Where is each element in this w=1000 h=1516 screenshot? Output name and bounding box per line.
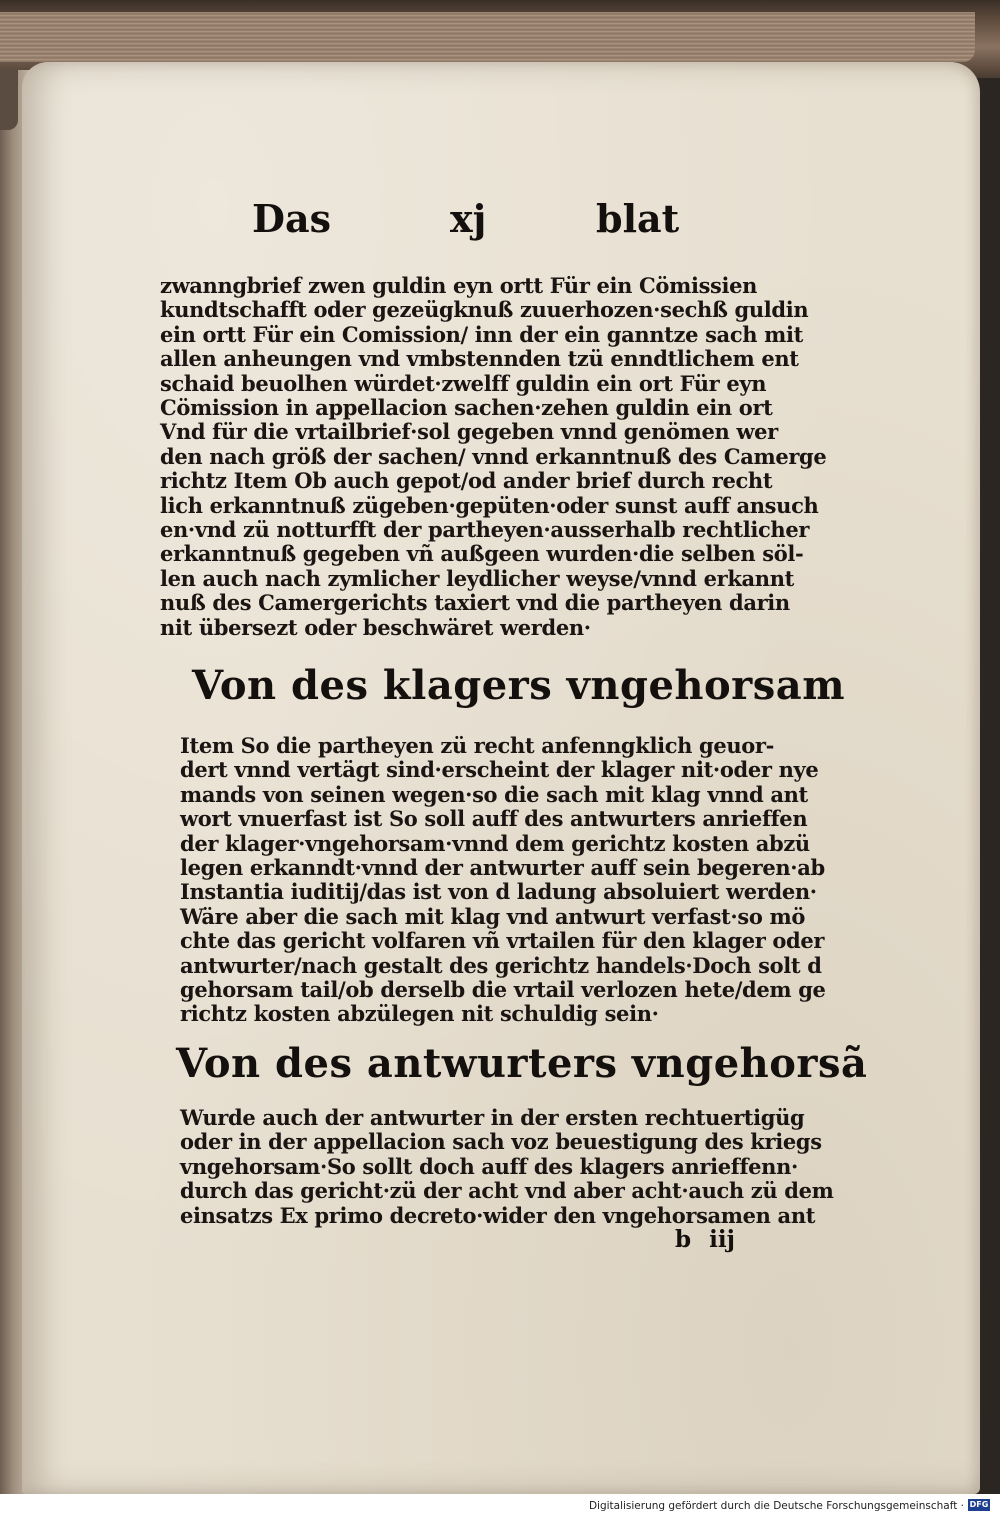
text-line: ein ortt Für ein Comission/ inn der ein ganntze sach mit [160, 321, 803, 347]
signature-mark: b iij [675, 1226, 735, 1253]
header-right: blat [596, 196, 680, 241]
text-line: einsatzs Ex primo decreto·wider den vngehorsamen ant [180, 1202, 816, 1228]
page-stack [0, 12, 975, 62]
paragraph-klager [180, 734, 826, 1027]
text-line: allen anheungen vnd vmbstennden tzü enndtlichem ent [160, 346, 799, 372]
section-heading-klager: Von des klagers vngehorsam [192, 662, 846, 709]
text-line: zwanngbrief zwen guldin eyn ortt Für ein Cömissien [160, 273, 758, 298]
text-line: richtz Item Ob auch gepot/od ander brief durch recht [160, 468, 773, 494]
text-line: gehorsam tail/ob derselb die vrtail verlozen hete/dem ge [180, 977, 826, 1003]
text-line: wort vnuerfast ist So soll auff des antwurters anrieffen [180, 806, 808, 832]
text-line: Item So die partheyen zü recht anfenngklich geuor- [180, 733, 775, 758]
dfg-logo: DFG [969, 1500, 989, 1509]
text-line: durch das gericht·zü der acht vnd aber acht·auch zü dem [180, 1178, 834, 1204]
text-line: nuß des Camergerichts taxiert vnd die partheyen darin [160, 590, 790, 616]
section-heading-antwurter: Von des antwurters vngehorsã [176, 1040, 868, 1087]
text-line: Instantia iuditij/das ist von d ladung absoluiert werden· [180, 879, 817, 905]
text-line: vngehorsam·So sollt doch auff des klagers anrieffenn· [180, 1153, 798, 1179]
paragraph-antwurter [180, 1106, 833, 1228]
text-line: Wurde auch der antwurter in der ersten rechtuertigüg [180, 1105, 805, 1130]
text-line: Wäre aber die sach mit klag vnd antwurt verfast·so mö [180, 903, 805, 929]
text-line: chte das gericht volfaren vñ vrtailen für den klager oder [180, 928, 825, 954]
text-line: Cömission in appellacion sachen·zehen guldin ein ort [160, 395, 773, 421]
left-page-notch [0, 70, 18, 130]
text-line: Vnd für die vrtailbrief·sol gegeben vnnd genömen wer [160, 419, 778, 445]
text-line: antwurter/nach gestalt des gerichtz handels·Doch solt d [180, 952, 822, 978]
text-line: dert vnnd vertägt sind·erscheint der klager nit·oder nye [180, 757, 819, 783]
folio-number: xj [450, 196, 487, 241]
header-left: Das [252, 196, 331, 241]
text-line: legen erkanndt·vnnd der antwurter auff sein begeren·ab [180, 855, 825, 881]
text-line: nit übersezt oder beschwäret werden· [160, 614, 591, 640]
text-line: len auch nach zymlicher leydlicher weyse/vnnd erkannt [160, 565, 794, 591]
text-line: erkanntnuß gegeben vñ außgeen wurden·die selben söl- [160, 541, 804, 567]
text-line: oder in der appellacion sach voz beuestigung des kriegs [180, 1129, 822, 1155]
text-line: richtz kosten abzülegen nit schuldig sein· [180, 1001, 659, 1027]
text-line: en·vnd zü notturfft der partheyen·ausserhalb rechtlicher [160, 517, 810, 543]
text-line: der klager·vngehorsam·vnnd dem gerichtz kosten abzü [180, 830, 810, 856]
digitization-credit: Digitalisierung gefördert durch die Deutsche Forschungsgemeinschaft · [588, 1500, 964, 1512]
paragraph-fees [160, 274, 826, 640]
text-line: mands von seinen wegen·so die sach mit klag vnnd ant [180, 781, 808, 807]
text-line: lich erkanntnuß zügeben·gepüten·oder sunst auff ansuch [160, 492, 819, 518]
text-line: den nach größ der sachen/ vnnd erkanntnuß des Camerge [160, 443, 827, 469]
text-line: schaid beuolhen würdet·zwelff guldin ein ort Für eyn [160, 370, 767, 396]
text-line: kundtschafft oder gezeügknuß zuuerhozen·sechß guldin [160, 297, 809, 323]
